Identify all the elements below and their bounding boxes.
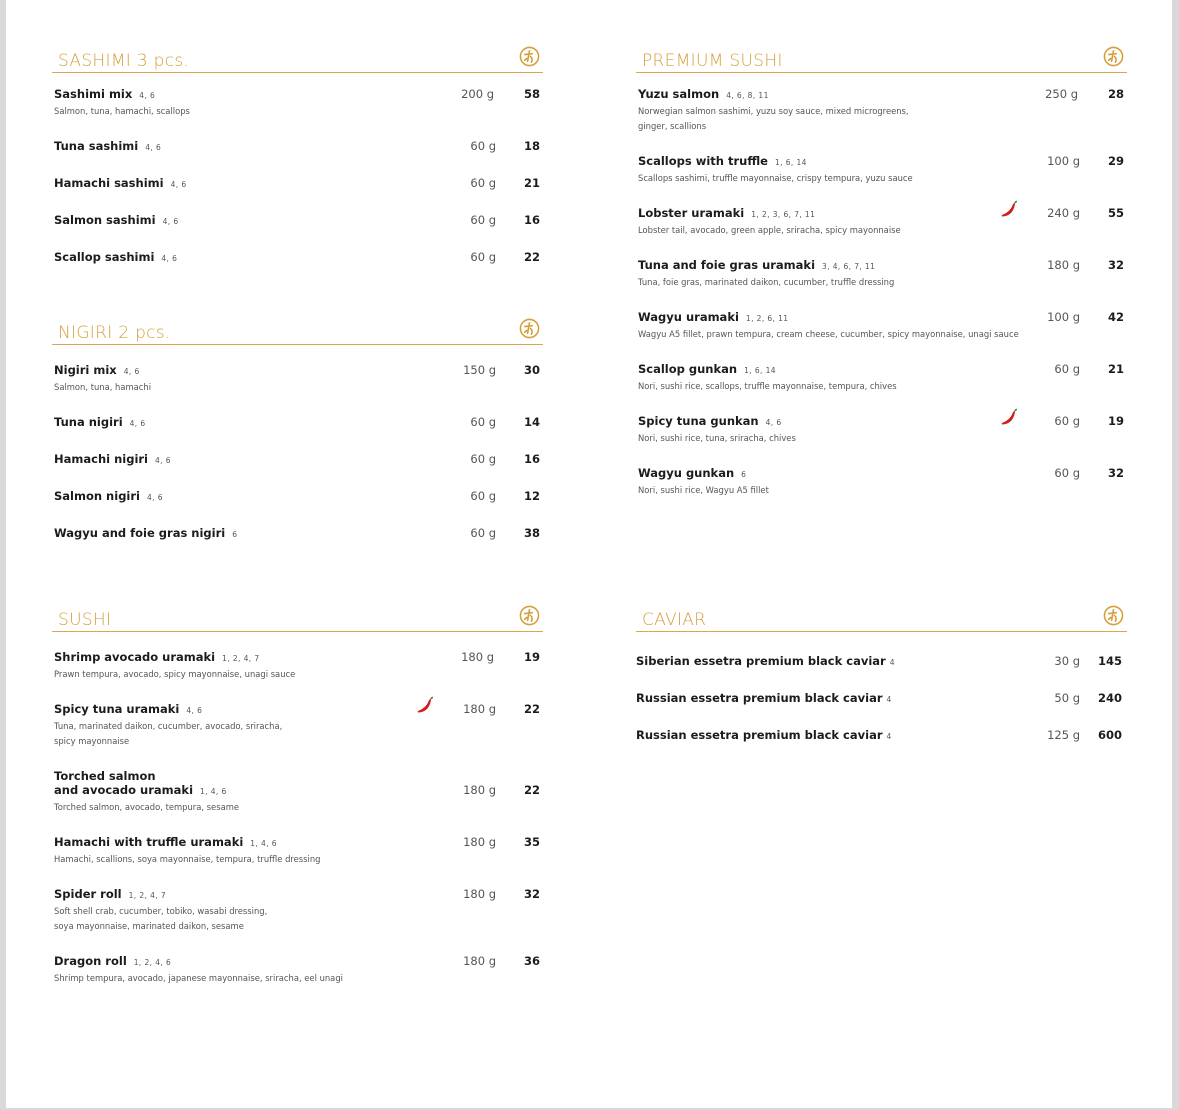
item-allergens: 1, 6, 14 — [774, 158, 807, 167]
item-name: Sashimi mix — [54, 87, 133, 101]
item-price: 36 — [523, 954, 540, 968]
section-title: SUSHI — [58, 610, 112, 630]
item-allergens: 1, 2, 4, 7 — [222, 654, 260, 663]
item-allergens: 1, 6, 14 — [744, 366, 776, 375]
item-price: 22 — [523, 783, 540, 797]
item-weight: 180 g — [461, 650, 494, 664]
menu-item — [636, 154, 1127, 186]
item-description: Tuna, foie gras, marinated daikon, cucumber, truffle dressing — [638, 277, 895, 287]
item-weight: 60 g — [470, 452, 496, 466]
item-description-line2: spicy mayonnaise — [54, 736, 130, 746]
item-allergens: 6 — [741, 470, 747, 479]
item-price: 28 — [1107, 87, 1124, 101]
item-name: Scallop sashimi — [54, 250, 155, 264]
item-weight: 60 g — [470, 250, 496, 264]
item-name: Hamachi sashimi — [54, 176, 164, 190]
item-price: 21 — [523, 176, 540, 190]
section-premium-sushi — [636, 43, 1127, 495]
item-description: Soft shell crab, cucumber, tobiko, wasabi dressing, — [54, 906, 268, 916]
item-weight: 100 g — [1047, 154, 1080, 168]
item-description: Prawn tempura, avocado, spicy mayonnaise, unagi sauce — [54, 669, 296, 679]
item-description: Salmon, tuna, hamachi, scallops — [54, 106, 190, 116]
item-name: Hamachi nigiri — [54, 452, 148, 466]
item-description: Norwegian salmon sashimi, yuzu soy sauce, mixed microgreens, — [638, 106, 909, 116]
item-weight: 60 g — [470, 213, 496, 227]
menu-item — [52, 835, 543, 867]
item-allergens: 6 — [232, 530, 238, 539]
menu-item — [52, 526, 543, 542]
item-weight: 60 g — [470, 489, 496, 503]
item-weight: 50 g — [1054, 691, 1080, 705]
item-description: Tuna, marinated daikon, cucumber, avocado, sriracha, — [54, 721, 283, 731]
item-price: 32 — [1107, 258, 1124, 272]
item-weight: 60 g — [470, 176, 496, 190]
item-name: Wagyu uramaki — [638, 310, 739, 324]
chili-pepper-icon — [998, 408, 1018, 428]
item-weight: 30 g — [1054, 654, 1080, 668]
item-price: 240 — [1097, 691, 1122, 705]
item-allergens: 1, 4, 6 — [200, 787, 227, 796]
item-price: 38 — [523, 526, 540, 540]
menu-item — [52, 213, 543, 229]
menu-item — [636, 414, 1127, 446]
menu-item — [52, 87, 543, 119]
item-description: Scallops sashimi, truffle mayonnaise, crispy tempura, yuzu sauce — [638, 173, 913, 183]
item-name: Spider roll — [54, 887, 122, 901]
item-name: Nigiri mix — [54, 363, 117, 377]
item-allergens: 4 — [886, 732, 892, 741]
item-name: Wagyu gunkan — [638, 466, 735, 480]
section-title: SASHIMI 3 pcs. — [58, 51, 190, 71]
item-description: Hamachi, scallions, soya mayonnaise, tempura, truffle dressing — [54, 854, 321, 864]
item-allergens: 4 — [886, 695, 892, 704]
item-weight: 60 g — [470, 415, 496, 429]
section-sushi — [52, 602, 543, 983]
item-allergens: 1, 2, 3, 6, 7, 11 — [751, 210, 816, 219]
item-price: 19 — [523, 650, 540, 664]
item-allergens: 1, 4, 6 — [250, 839, 277, 848]
item-weight: 100 g — [1047, 310, 1080, 324]
item-allergens: 4, 6 — [161, 254, 178, 263]
item-allergens: 4, 6 — [765, 418, 782, 427]
item-allergens: 3, 4, 6, 7, 11 — [822, 262, 876, 271]
menu-item — [636, 87, 1127, 134]
item-price: 32 — [1107, 466, 1124, 480]
item-price: 32 — [523, 887, 540, 901]
item-name: Siberian essetra premium black caviar — [636, 654, 886, 668]
menu-item — [636, 258, 1127, 290]
item-name: Salmon sashimi — [54, 213, 156, 227]
item-price: 22 — [523, 250, 540, 264]
item-allergens: 4, 6 — [155, 456, 171, 465]
item-price: 12 — [523, 489, 540, 503]
item-description: Wagyu A5 fillet, prawn tempura, cream cheese, cucumber, spicy mayonnaise, unagi sauce — [638, 329, 1019, 339]
item-description: Salmon, tuna, hamachi — [54, 382, 152, 392]
item-weight: 180 g — [463, 835, 496, 849]
item-weight: 60 g — [1054, 414, 1080, 428]
item-allergens: 4, 6 — [186, 706, 203, 715]
menu-item — [52, 650, 543, 682]
section-nigiri — [52, 315, 543, 540]
item-price: 145 — [1097, 654, 1122, 668]
item-price: 18 — [523, 139, 540, 153]
item-weight: 60 g — [1054, 466, 1080, 480]
menu-item — [52, 769, 543, 815]
brand-logo-icon — [519, 605, 540, 626]
item-name: Yuzu salmon — [638, 87, 720, 101]
item-description: Torched salmon, avocado, tempura, sesame — [54, 802, 240, 812]
brand-logo-icon — [1103, 46, 1124, 67]
section-header — [636, 43, 1127, 73]
item-weight: 150 g — [463, 363, 496, 377]
item-allergens: 4, 6 — [145, 143, 162, 152]
item-weight: 60 g — [470, 139, 496, 153]
menu-item — [52, 415, 543, 431]
item-description: Nori, sushi rice, tuna, sriracha, chives — [638, 433, 796, 443]
menu-item — [52, 250, 543, 266]
section-title: PREMIUM SUSHI — [642, 51, 783, 71]
menu-item — [52, 176, 543, 192]
item-price: 22 — [523, 702, 540, 716]
item-name: Torched salmon — [54, 769, 156, 783]
item-allergens: 4, 6 — [139, 91, 156, 100]
item-name: Scallops with truffle — [638, 154, 768, 168]
section-title: NIGIRI 2 pcs. — [58, 323, 171, 343]
item-weight: 180 g — [1047, 258, 1080, 272]
section-header — [636, 602, 1127, 632]
section-header — [52, 315, 543, 345]
section-title: CAVIAR — [642, 610, 707, 630]
item-allergens: 4, 6 — [146, 493, 163, 502]
menu-page — [6, 0, 1172, 1108]
item-name: Salmon nigiri — [54, 489, 140, 503]
item-allergens: 1, 2, 4, 7 — [128, 891, 167, 900]
item-name: Scallop gunkan — [638, 362, 738, 376]
item-name: Tuna and foie gras uramaki — [638, 258, 816, 272]
chili-pepper-icon — [414, 696, 434, 716]
item-price: 35 — [523, 835, 540, 849]
item-description-line2: soya mayonnaise, marinated daikon, sesame — [54, 921, 244, 931]
item-weight: 180 g — [463, 954, 496, 968]
menu-item — [636, 691, 1127, 707]
item-price: 42 — [1107, 310, 1124, 324]
item-allergens: 4, 6 — [123, 367, 140, 376]
menu-item — [52, 139, 543, 155]
brand-logo-icon — [519, 46, 540, 67]
item-allergens: 4, 6 — [162, 217, 179, 226]
item-allergens: 4 — [889, 658, 895, 667]
item-weight: 250 g — [1045, 87, 1078, 101]
item-name: Shrimp avocado uramaki — [54, 650, 216, 664]
item-price: 55 — [1107, 206, 1124, 220]
item-name: Hamachi with truffle uramaki — [54, 835, 244, 849]
section-sashimi — [52, 43, 543, 264]
item-name: Russian essetra premium black caviar — [636, 728, 883, 742]
item-name: Tuna sashimi — [54, 139, 139, 153]
menu-item — [636, 310, 1127, 342]
item-name-line2: and avocado uramaki — [54, 783, 194, 797]
right-column — [636, 0, 1127, 1100]
item-weight: 200 g — [461, 87, 494, 101]
item-name: Spicy tuna gunkan — [638, 414, 759, 428]
item-description: Nori, sushi rice, Wagyu A5 fillet — [638, 485, 769, 495]
item-allergens: 4, 6, 8, 11 — [726, 91, 769, 100]
item-price: 600 — [1097, 728, 1122, 742]
item-name: Russian essetra premium black caviar — [636, 691, 883, 705]
item-price: 16 — [523, 452, 540, 466]
item-weight: 125 g — [1047, 728, 1080, 742]
item-description: Lobster tail, avocado, green apple, sriracha, spicy mayonnaise — [638, 225, 901, 235]
item-description: Nori, sushi rice, scallops, truffle mayonnaise, tempura, chives — [638, 381, 897, 391]
item-price: 14 — [523, 415, 540, 429]
menu-item — [52, 954, 543, 986]
item-name: Lobster uramaki — [638, 206, 745, 220]
item-price: 21 — [1107, 362, 1124, 376]
item-price: 19 — [1107, 414, 1124, 428]
item-allergens: 1, 2, 6, 11 — [745, 314, 789, 323]
item-price: 16 — [523, 213, 540, 227]
left-column — [52, 0, 543, 1100]
menu-item — [52, 887, 543, 934]
menu-item — [636, 206, 1127, 238]
item-allergens: 4, 6 — [129, 419, 146, 428]
item-weight: 180 g — [463, 887, 496, 901]
menu-item — [52, 702, 543, 749]
item-description-line2: ginger, scallions — [638, 121, 707, 131]
item-weight: 60 g — [1054, 362, 1080, 376]
item-name: Spicy tuna uramaki — [54, 702, 180, 716]
menu-item — [636, 728, 1127, 744]
menu-item — [52, 489, 543, 505]
item-weight: 60 g — [470, 526, 496, 540]
item-weight: 180 g — [463, 783, 496, 797]
section-header — [52, 602, 543, 632]
menu-item — [636, 654, 1127, 670]
item-description: Shrimp tempura, avocado, japanese mayonnaise, sriracha, eel unagi — [54, 973, 343, 983]
item-weight: 180 g — [463, 702, 496, 716]
item-name: Tuna nigiri — [54, 415, 123, 429]
menu-item — [52, 363, 543, 395]
item-allergens: 1, 2, 4, 6 — [133, 958, 172, 967]
item-name: Dragon roll — [54, 954, 127, 968]
menu-item — [636, 466, 1127, 498]
menu-item — [52, 452, 543, 468]
brand-logo-icon — [1103, 605, 1124, 626]
chili-pepper-icon — [998, 200, 1018, 220]
section-header — [52, 43, 543, 73]
menu-item — [636, 362, 1127, 394]
item-price: 58 — [523, 87, 540, 101]
item-name: Wagyu and foie gras nigiri — [54, 526, 226, 540]
item-weight: 240 g — [1047, 206, 1080, 220]
brand-logo-icon — [519, 318, 540, 339]
section-caviar — [636, 602, 1127, 742]
item-price: 30 — [523, 363, 540, 377]
item-price: 29 — [1107, 154, 1124, 168]
item-allergens: 4, 6 — [170, 180, 187, 189]
